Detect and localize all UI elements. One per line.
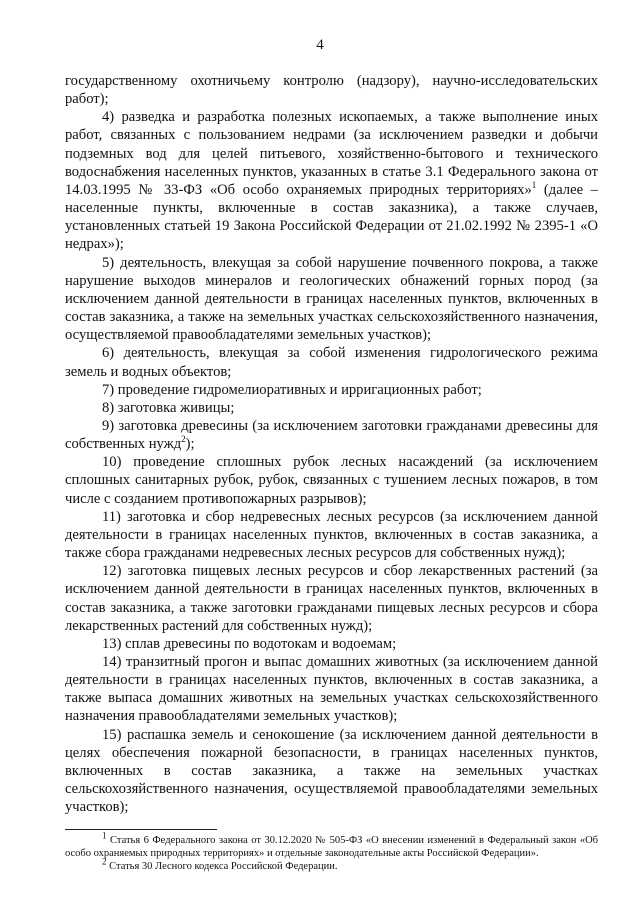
list-item-4	[65, 108, 598, 253]
list-item-13: 13) сплав древесины по водотокам и водоемам;	[102, 635, 397, 652]
list-item-10: 10) проведение сплошных рубок лесных насаждений (за исключением сплошных санитарных рубок, рубок, связанных с тушением лесных пожаров, в том числе с созданием противопожарных разрывов);	[65, 454, 598, 507]
list-item-4-text-a: 4) разведка и разработка полезных ископаемых, а также выполнение иных работ, связанных с пользованием недрами (за исключением разведки и добычи подземных вод для целей питьевого, хозяйственно-бытового и технического водоснабжения населенных пунктов, указанных в статье 3.1 Федерального закона от 14.03.1995 № 33-ФЗ «Об особо охраняемых природных территориях»	[65, 109, 598, 198]
footnote-ref-2: 2	[181, 434, 186, 445]
footnote-divider	[65, 829, 217, 830]
list-item-8: 8) заготовка живицы;	[102, 399, 235, 416]
list-item-15: 15) распашка земель и сенокошение (за исключением данной деятельности в целях обеспечения пожарной безопасности, в границах населенных пунктов, включенных в состав заказника, а также на земельных участках сельскохозяйственного назначения, осуществляемой правообладателями земельных участков);	[65, 726, 598, 816]
paragraph-continuation: государственному охотничьему контролю (надзору), научно-исследовательских работ);	[65, 73, 598, 108]
list-item-6: 6) деятельность, влекущая за собой изменения гидрологического режима земель и водных объектов;	[65, 345, 598, 380]
footnote-ref-1: 1	[531, 180, 537, 191]
list-item-5: 5) деятельность, влекущая за собой нарушение почвенного покрова, а также нарушение выходов минералов и геологических обнажений горных пород (за исключением данной деятельности в границах населенных пунктов, включенных в состав заказника, а также на земельных участках сельскохозяйственного назначения, осуществляемой правообладателями земельных участков);	[65, 254, 598, 344]
list-item-9-text-a: 9) заготовка древесины (за исключением заготовки гражданами древесины для собственных нужд	[65, 417, 598, 453]
footnote-2-text: Статья 30 Лесного кодекса Российской Федерации.	[106, 861, 338, 873]
list-item-12: 12) заготовка пищевых лесных ресурсов и сбор лекарственных растений (за исключением данной деятельности в границах населенных пунктов, включенных в состав заказника, а также заготовки гражданами пищевых лесных ресурсов и сбора лекарственных растений для собственных нужд);	[65, 563, 598, 634]
list-item-9	[65, 417, 598, 453]
list-item-9-text-b: );	[185, 436, 195, 453]
footnotes	[65, 830, 598, 874]
list-item-14: 14) транзитный прогон и выпас домашних животных (за исключением данной деятельности в границах населенных пунктов, включенных в состав заказника, а также выпаса домашних животных на земельных участках сельскохозяйственного назначения правообладателями земельных участков);	[65, 654, 598, 725]
list-item-4-text-b: (далее – населенные пункты, включенные в состав заказника), а также случаев, установленных статьей 19 Закона Российской Федерации от 21.02.1992 № 2395-1 «О недрах»);	[65, 181, 598, 253]
footnote-1	[65, 830, 598, 860]
list-item-7: 7) проведение гидромелиоративных и ирригационных работ;	[102, 381, 482, 398]
page-number: 4	[316, 37, 324, 53]
footnote-1-mark: 1	[102, 830, 107, 841]
document-body	[65, 72, 598, 816]
footnote-2-mark: 2	[102, 856, 107, 867]
list-item-11: 11) заготовка и сбор недревесных лесных ресурсов (за исключением данной деятельности в границах населенных пунктов, включенных в состав заказника, а также сбора гражданами недревесных лесных ресурсов для собственных нужд);	[65, 508, 598, 562]
footnote-1-text: Статья 6 Федерального закона от 30.12.2020 № 505-ФЗ «О внесении изменений в Федеральный закон «Об особо охраняемых природных территориях» и отдельные законодательные акты Российской Федерации».	[65, 835, 598, 860]
footnote-2	[65, 856, 598, 873]
